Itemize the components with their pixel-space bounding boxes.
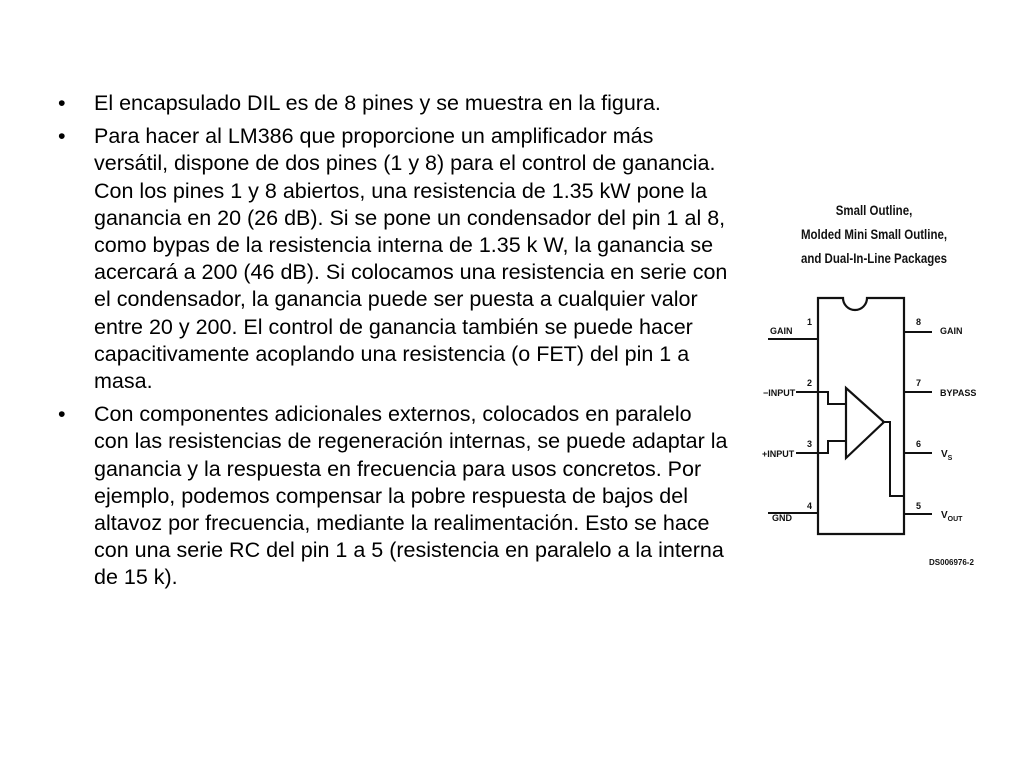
vs-label: V [941, 449, 948, 460]
vs-subscript: S [947, 455, 953, 462]
pin-label-left: GAIN [770, 326, 793, 336]
vout-subscript: OUT [947, 516, 963, 523]
bullet-dot: • [58, 91, 66, 115]
pin-label-right [941, 510, 963, 523]
bullet-dot: • [58, 402, 66, 427]
pin-number-left: 1 [807, 317, 813, 327]
figure-title-line: Molded Mini Small Outline, [800, 226, 948, 242]
ic-body [818, 298, 904, 534]
pin-label-left: −INPUT [763, 388, 796, 398]
pin-number-left: 4 [807, 501, 813, 511]
pin-number-left: 3 [807, 439, 813, 449]
pin-number-right: 6 [916, 439, 922, 449]
pin-label-right: GAIN [940, 326, 963, 336]
pin-label-right: BYPASS [940, 388, 977, 398]
figure-title-line: Small Outline, [835, 202, 913, 218]
wire-output [882, 422, 904, 496]
figure-title-line: and Dual-In-Line Packages [800, 250, 948, 266]
pinout-diagram [758, 196, 990, 576]
lm386-package-figure [758, 196, 990, 576]
pin-label-left: GND [772, 513, 792, 523]
vout-label: V [941, 510, 948, 521]
bullet-text: Con componentes adicionales externos, colocados en paralelo con las resistencias de regeneración internas, se puede adaptar la ganancia y la respuesta en frecuencia para usos concretos. Por ejemplo, podemos compensar la pobre respuesta de bajos del altavoz por frecuencia, mediante la realimentación. Esto se hace con una serie RC del pin 1 a 5 (resistencia en paralelo a la interna de 15 k). [94, 402, 728, 590]
bullet-text: El encapsulado DIL es de 8 pines y se muestra en la figura. [94, 91, 661, 115]
pin-number-right: 8 [916, 317, 922, 327]
pin-label-left: +INPUT [762, 449, 795, 459]
figure-code: DS006976-2 [929, 558, 974, 567]
pin-number-right: 5 [916, 501, 922, 511]
wire-input-plus [818, 441, 846, 453]
pin-label-right [941, 449, 953, 462]
pin-number-left: 2 [807, 378, 813, 388]
bullet-item-2 [58, 123, 730, 395]
bullet-item-1 [58, 90, 730, 117]
wire-input-minus [818, 392, 846, 404]
bullet-dot: • [58, 124, 66, 149]
bullet-list [58, 90, 730, 598]
bullet-item-3 [58, 401, 730, 591]
amplifier-symbol [846, 388, 884, 458]
bullet-text: Para hacer al LM386 que proporcione un amplificador más versátil, dispone de dos pines (1 y 8) para el control de ganancia. Con los pines 1 y 8 abiertos, una resistencia de 1.35 kW pone la ganancia en 20 (26 dB). Si se pone un condensador del pin 1 al 8, como bypas de la resistencia interna de 1.35 k W, la ganancia se acercará a 200 (46 dB). Si colocamos una resistencia en serie con el condensador, la ganancia puede ser puesta a cualquier valor entre 20 y 200. El control de ganancia también se puede hacer capacitivamente acoplando una resistencia (o FET) del pin 1 a masa. [94, 124, 728, 394]
pin-number-right: 7 [916, 378, 922, 388]
